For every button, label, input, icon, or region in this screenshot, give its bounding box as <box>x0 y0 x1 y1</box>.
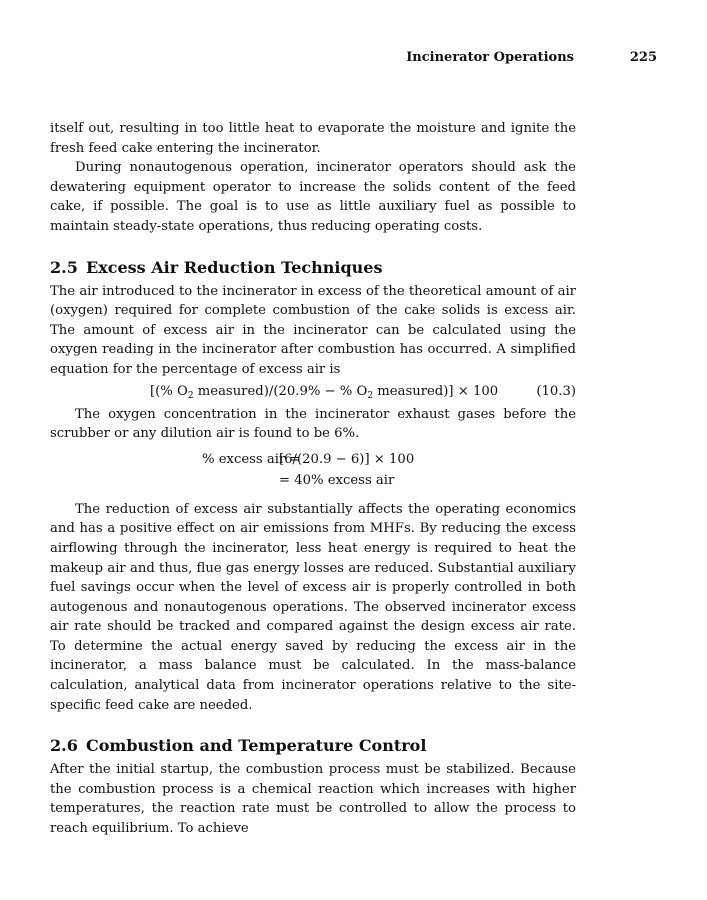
calc-lhs: % excess air = <box>202 451 301 467</box>
worked-calculation <box>50 450 576 492</box>
equation-number: (10.3) <box>536 383 576 399</box>
running-header <box>50 50 657 70</box>
section-number: 2.6 <box>50 736 78 756</box>
page-number: 225 <box>629 50 657 65</box>
paragraph-excess-air-intro: The air introduced to the incinerator in excess of the theoretical amount of air (oxygen) required for complete combustion of the cake solids is excess air. The amount of excess air in the incinerator can be calculated using the oxygen reading in the incinerator after combustion has occurred. A simplified equation for the percentage of excess air is <box>50 283 576 377</box>
paragraph-nonautogenous: During nonautogenous operation, incinerator operators should ask the dewatering equipment operator to increase the solids content of the feed cake, if possible. The goal is to use as little auxiliary fuel as possible to maintain steady-state operations, thus reducing operating costs. <box>50 160 576 234</box>
paragraph-continued: itself out, resulting in too little heat to evaporate the moisture and ignite the fresh feed cake entering the incinerator. <box>50 121 576 156</box>
paragraph-excess-air-body: The reduction of excess air substantially affects the operating economics and has a positive effect on air emissions from MHFs. By reducing the excess airflowing through the incinerator, less heat energy is required to heat the makeup air and thus, flue gas energy losses are reduced. Substantial auxiliary fuel savings occur when the level of excess air is properly controlled in both autogenous and nonautogenous operations. The observed incinerator excess air rate should be tracked and compared against the design excess air rate. To determine the actual energy saved by reducing the excess air in the incinerator, a mass balance must be calculated. In the mass-balance calculation, analytical data from incinerator operations relative to the site-specific feed cake are needed. <box>50 501 576 713</box>
equation-10-3 <box>50 381 576 403</box>
calc-line-2: = 40% excess air <box>279 472 395 488</box>
page-body <box>50 119 576 839</box>
paragraph-combustion-control: After the initial startup, the combustion process must be stabilized. Because the combustion process is a chemical reaction which increases with higher temperatures, the reaction rate must be controlled to allow the process to reach equilibrium. To achieve <box>50 762 576 837</box>
header-title: Incinerator Operations <box>406 50 574 65</box>
section-title: Excess Air Reduction Techniques <box>86 257 383 277</box>
calc-line-1: [6/(20.9 − 6)] × 100 <box>279 451 415 467</box>
section-heading-2-5 <box>50 257 576 279</box>
paragraph-example: The oxygen concentration in the incinerator exhaust gases before the scrubber or any dilution air is found to be 6%. <box>50 406 576 442</box>
section-number: 2.5 <box>50 257 78 277</box>
section-heading-2-6 <box>50 735 576 757</box>
section-title: Combustion and Temperature Control <box>86 736 427 756</box>
equation-expression: [(% $O_2$ measured)/(20.9% − % $O_2$ measured)] × 100 <box>150 383 499 401</box>
